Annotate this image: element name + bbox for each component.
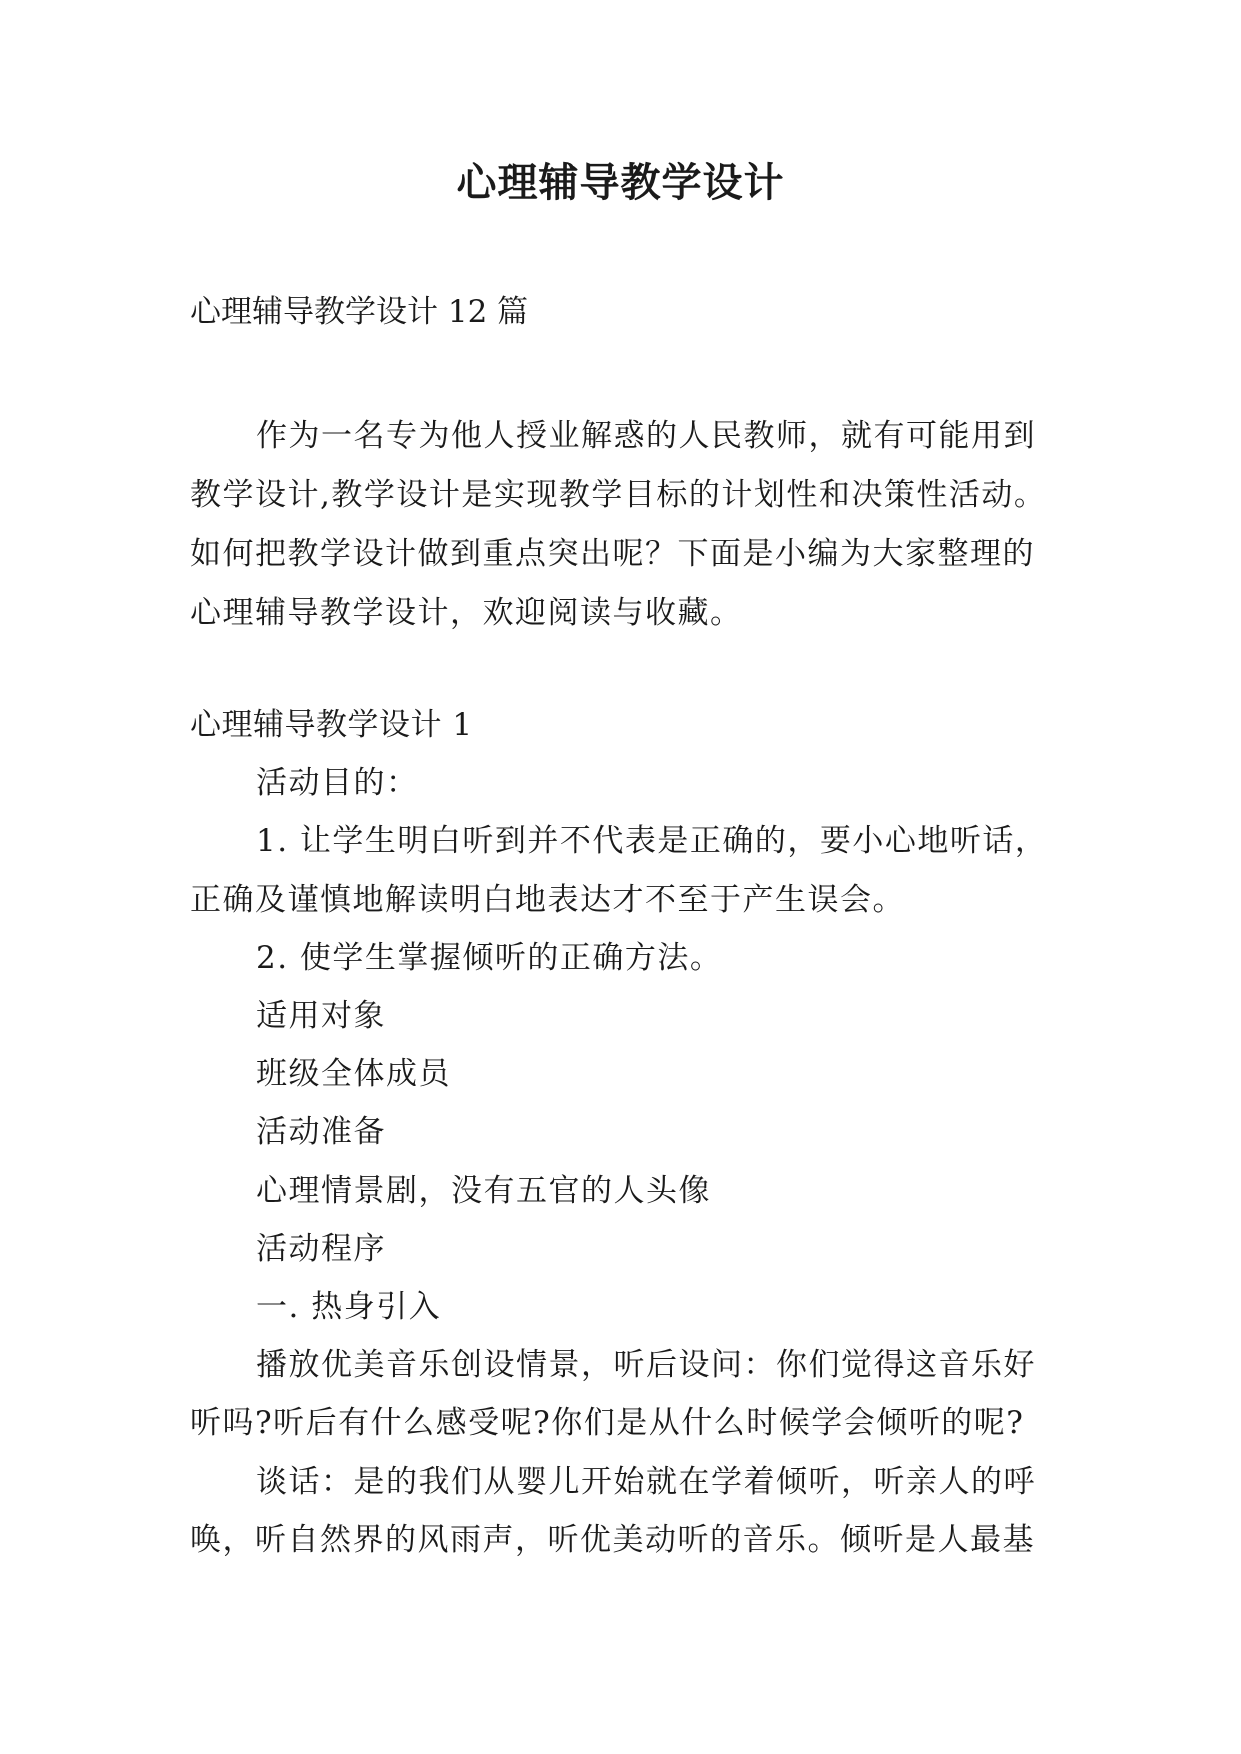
- paragraph-goal-2: 2. 使学生掌握倾听的正确方法。: [256, 939, 723, 976]
- paragraph-target-value: 班级全体成员: [256, 1056, 451, 1093]
- section-heading: 心理辅导教学设计 1: [190, 707, 473, 743]
- section-body: [190, 696, 1060, 1569]
- paragraph-target-label: 适用对象: [256, 998, 386, 1035]
- paragraph-preparation-value: 心理情景剧，没有五官的人头像: [256, 1172, 711, 1209]
- paragraph-activity-goal: 活动目的：: [256, 765, 419, 802]
- document-title: 心理辅导教学设计: [456, 159, 785, 206]
- paragraph-talk: 谈话：是的我们从婴儿开始就在学着倾听，听亲人的呼唤，听自然界的风雨声，听优美动听的音乐。倾听是人最基: [190, 1463, 1036, 1558]
- paragraph-warmup-heading: 一. 热身引入: [256, 1289, 442, 1326]
- document-subtitle: 心理辅导教学设计 12 篇: [190, 294, 529, 330]
- paragraph-preparation-label: 活动准备: [256, 1114, 386, 1151]
- paragraph-music: 播放优美音乐创设情景，听后设问：你们觉得这音乐好听吗?听后有什么感受呢?你们是从什么时候学会倾听的呢?: [190, 1347, 1036, 1442]
- intro-paragraph: 作为一名专为他人授业解惑的人民教师，就有可能用到教学设计,教学设计是实现教学目标的计划性和决策性活动。如何把教学设计做到重点突出呢？下面是小编为大家整理的心理辅导教学设计，欢迎阅读与收藏。: [190, 418, 1047, 631]
- paragraph-goal-1: 1. 让学生明白听到并不代表是正确的，要小心地听话，正确及谨慎地解读明白地表达才不至于产生误会。: [190, 823, 1048, 918]
- paragraph-procedure-label: 活动程序: [256, 1230, 386, 1267]
